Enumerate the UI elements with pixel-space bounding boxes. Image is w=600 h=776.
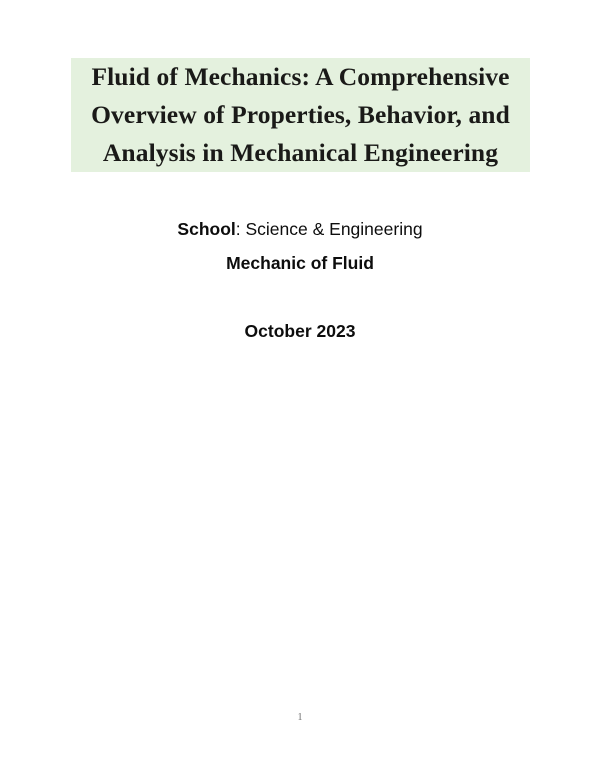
document-title xyxy=(71,58,530,172)
school-line xyxy=(0,212,600,246)
course-line: Mechanic of Fluid xyxy=(226,253,374,273)
metadata-spacer xyxy=(0,280,600,314)
school-label: School xyxy=(177,219,236,239)
title-line-3 xyxy=(71,134,530,172)
school-separator: : xyxy=(235,219,246,239)
title-line-3-text: Analysis in Mechanical Engineering xyxy=(71,134,530,172)
school-value: Science & Engineering xyxy=(245,219,423,239)
date-line: October 2023 xyxy=(244,321,356,341)
document-metadata xyxy=(0,212,600,348)
title-line-2-text: Overview of Properties, Behavior, and xyxy=(71,96,530,134)
title-line-2 xyxy=(71,96,530,134)
title-line-1 xyxy=(71,58,530,96)
page-number: 1 xyxy=(297,712,303,723)
title-line-1-text: Fluid of Mechanics: A Comprehensive xyxy=(71,58,530,96)
